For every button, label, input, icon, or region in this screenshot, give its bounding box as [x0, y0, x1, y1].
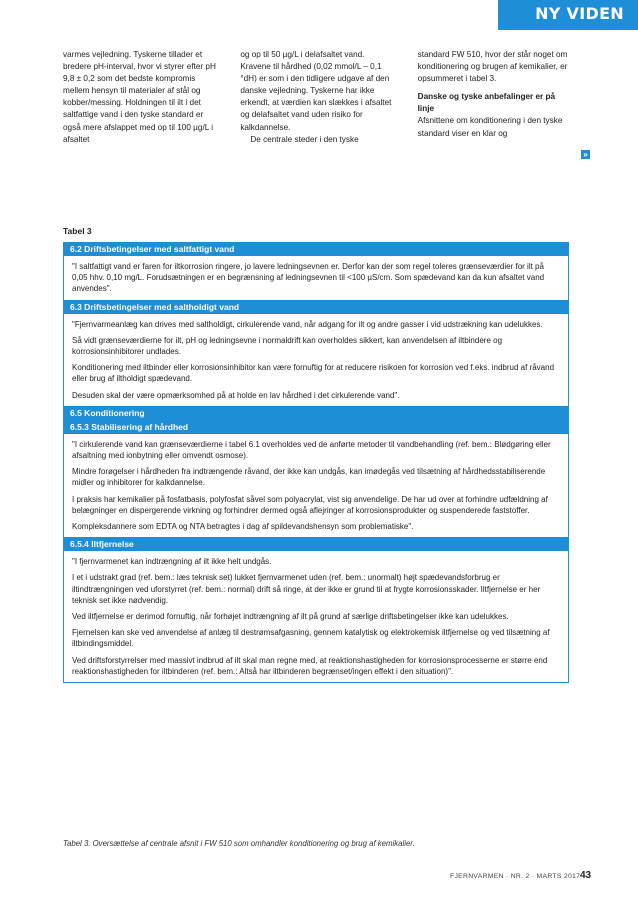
section-paragraph: Så vidt grænseværdierne for ilt, pH og ledningsevne i normaldrift kan overholdes sikkert, kan anvendelsen af iltbindere og korrosionsinhibitorer undlades. — [72, 335, 503, 357]
column-1 — [63, 49, 218, 146]
section-paragraph: "Fjernvarmeanlæg kan drives med saltholdigt, cirkulerende vand, når adgang for ilt og andre gasser i vid udstrækning kan udelukkes. — [72, 319, 543, 329]
section-body — [64, 256, 568, 300]
banner-label: NY VIDEN — [535, 4, 624, 23]
continue-arrow-icon[interactable]: » — [581, 150, 590, 159]
column-1-text: varmes vejledning. Tyskerne tillader et bredere pH-interval, hvor vi styrer efter pH 9,8 ± 0,2 som det bedste kompromis mellem hensyn til materialer af stål og kobber/messing. Holdningen til ilt i det saltfattige vand i den tyske standard er også mere afslappet med op til 100 µg/L i afsaltet — [63, 50, 216, 144]
section-body — [64, 314, 568, 406]
column-3 — [418, 49, 573, 146]
footer-publication: FJERNVARMEN · NR. 2 · MARTS 2017 — [450, 873, 581, 880]
section-paragraph: Kompleksdannere som EDTA og NTA betragtes i dag af spildevandshensyn som problematiske". — [72, 522, 414, 532]
column-2 — [240, 49, 395, 146]
column-3-text: Afsnittene om konditionering i den tyske standard viser en klar og — [417, 116, 563, 138]
section-body — [64, 551, 568, 682]
section-paragraph: Ved iltfjernelse er derimod fornuftig, når forhøjet indtrængning af ilt på grund af særlige driftsbetingelser ikke kan udelukkes. — [72, 612, 509, 622]
table-3 — [63, 242, 569, 683]
section-paragraph: Konditionering med iltbinder eller korrosionsinhibitor kan være fornuftig for at reducere risikoen for korrosion ved f.eks. indbrud af råvand eller brug af iltholdigt spædevand. — [72, 363, 555, 384]
section-paragraph: Fjernelsen kan ske ved anvendelse af anlæg til destrømsafgasning, gennem katalytisk og elektrokemisk iltfjernelse og ved tilsætning af iltbindingsmiddel. — [72, 628, 550, 649]
section-paragraph: "I cirkulerende vand kan grænseværdierne i tabel 6.1 overholdes ved de anførte metoder til vandbehandling (ref. bem.: Blødgøring eller afsaltning med ionbytning eller omvendt osmose). — [72, 439, 551, 461]
page-number: 43 — [580, 870, 592, 881]
section-body — [64, 434, 568, 537]
section-heading: 6.5 Konditionering — [64, 406, 568, 420]
table-caption: Tabel 3. Oversættelse af centrale afsnit i FW 510 som omhandler konditionering og brug af kemikalier. — [63, 839, 415, 848]
section-paragraph: "I saltfattigt vand er faren for iltkorrosion ringere, jo lavere ledningsevnen er. Derfor kan der som regel toleres grænseværdier for ilt på 0,05 hhv. 0,10 mg/L. Forudsætningen er en begrænsning af ledningsevnen til <100 µS/cm. Som spædevand kan da kun afsaltet vand anvendes". — [72, 262, 545, 294]
column-2-text-2: De centrale steder i den tyske — [250, 134, 359, 144]
section-paragraph: Desuden skal der være opmærksomhed på at holde en lav hårdhed i det cirkulerende vand". — [72, 390, 400, 400]
section-paragraph: Ved driftsforstyrrelser med massivt indbrud af ilt skal man regne med, at reaktionshastigheden for korrosionsprocesserne er større end reaktionshastigheden for iltbinderen (ref. bem.: Altså har iltbinderen begrænset/ingen effekt i den situation)". — [72, 655, 548, 676]
section-heading: 6.5.4 Iltfjernelse — [64, 537, 568, 551]
section-paragraph: I et i udstrakt grad (ref. bem.: læs teknisk set) lukket fjernvarmenet uden (ref. bem.: unormalt) højt spædevandsforbrug er iltindtrængningen ved uforstyrret (ref. bem.: normal) drift så ringe, at der ikke er grund til at frygte korrosionsskader. Iltfjernelse er her teknisk set ikke nødvendig. — [72, 573, 541, 605]
column-2-text: og op til 50 µg/L i delafsaltet vand. Kravene til hårdhed (0,02 mmol/L – 0,1 °dH) er som i den tidligere udgave af den danske vejledning. Tyskerne har ikke erkendt, at værdien kan slækkes i afsaltet og delafsaltet vand uden risiko for kalkdannelse. — [240, 50, 392, 132]
section-heading: 6.3 Driftsbetingelser med saltholdigt vand — [64, 300, 568, 314]
table-label: Tabel 3 — [63, 226, 92, 236]
section-heading: 6.5.3 Stabilisering af hårdhed — [64, 420, 568, 434]
article-columns — [63, 49, 573, 146]
column-3-intro: standard FW 510, hvor der står noget om konditionering og brugen af kemikalier, er opsummeret i tabel 3. — [417, 50, 568, 84]
section-paragraph: Mindre forøgelser i hårdheden fra indtrængende råvand, der ikke kan undgås, kan imødegås ved tilsætning af hårdhedsstabiliserende midler og inhibitorer for kalkdannelse. — [72, 467, 546, 488]
section-paragraph: I praksis har kemikalier på fosfatbasis, polyfosfat såvel som polyacrylat, vist sig anvendelige. De har ud over at forhindre udfældning af belægninger en dispergerende virkning og forhindrer dermed også aflejringer af korrosionsprodukter og suspenderede faststoffer. — [72, 494, 548, 515]
section-heading: 6.2 Driftsbetingelser med saltfattigt vand — [64, 242, 568, 256]
section-banner — [498, 0, 638, 30]
section-paragraph: "I fjernvarmenet kan indtrængning af ilt ikke helt undgås. — [72, 557, 272, 567]
column-3-heading: Danske og tyske anbefalinger er på linje — [417, 92, 556, 114]
